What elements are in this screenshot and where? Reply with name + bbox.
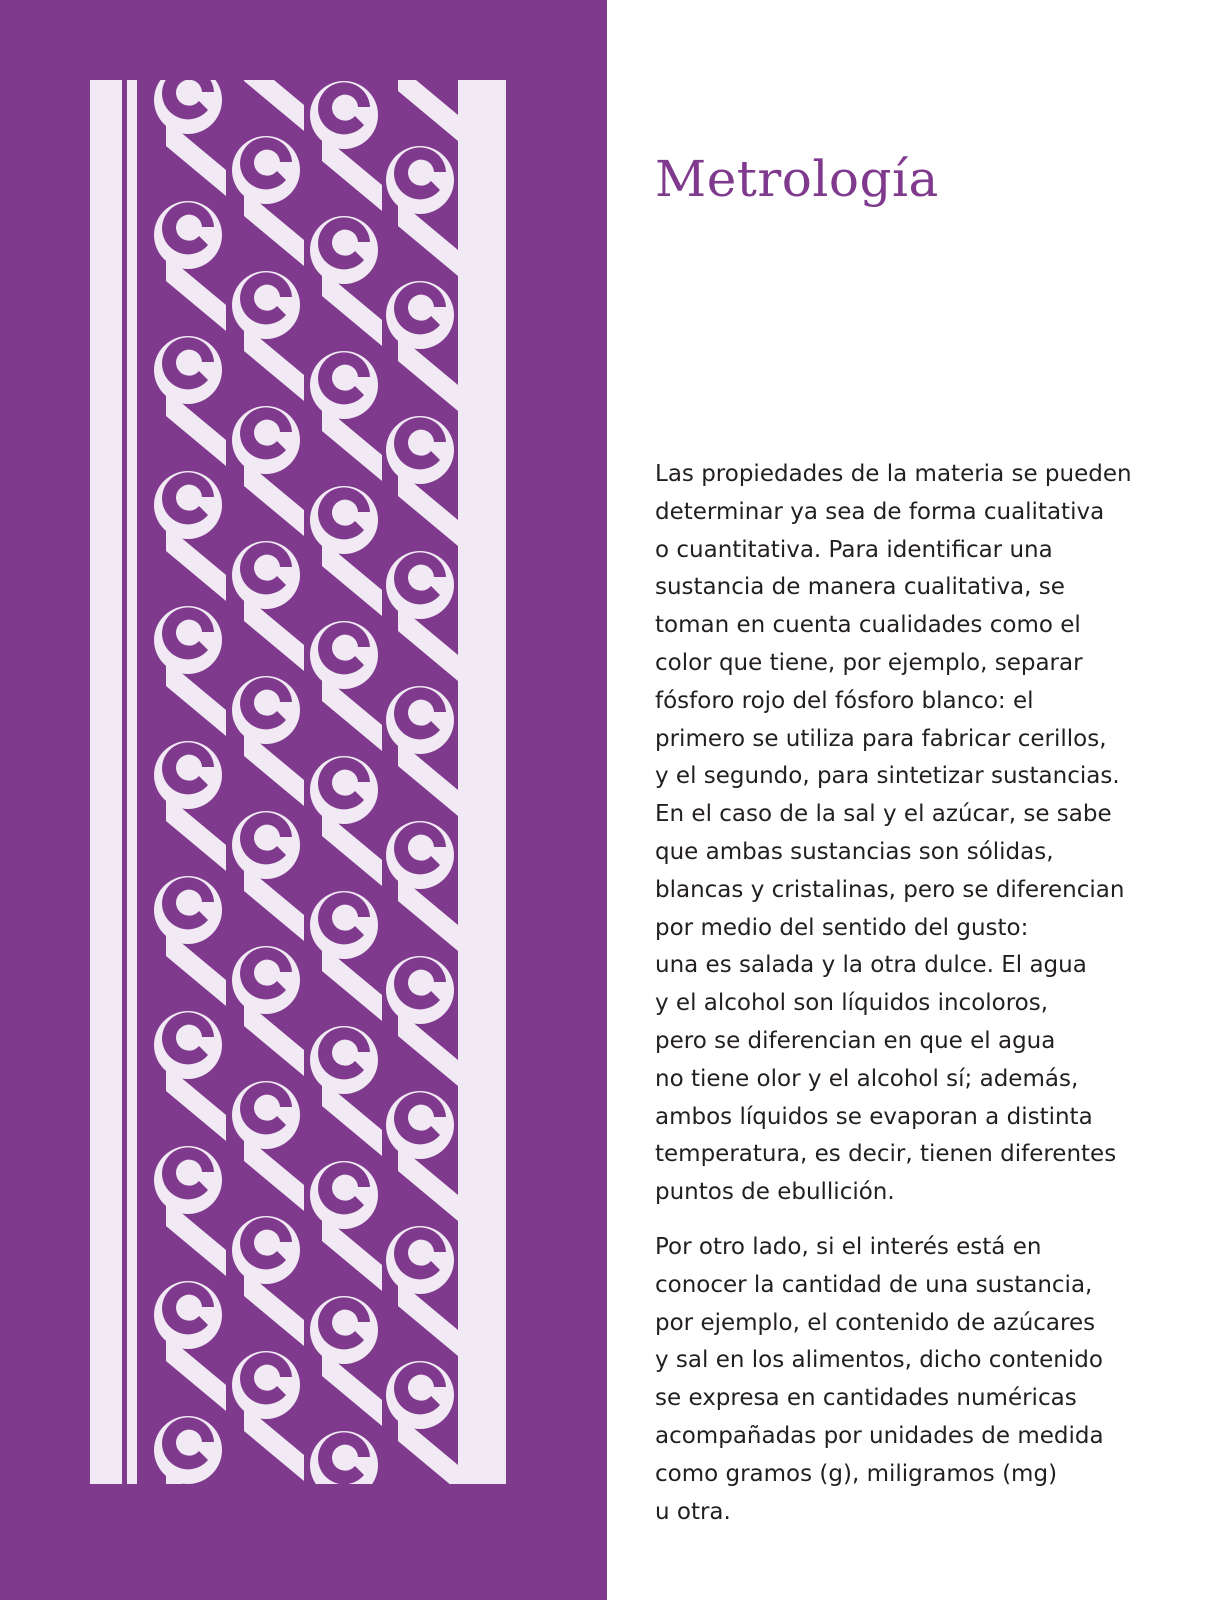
spiral-motif — [386, 281, 458, 411]
spiral-motif — [154, 1011, 226, 1141]
spiral-motif — [154, 1146, 226, 1276]
spiral-motif — [232, 136, 304, 266]
paragraph-2: Por otro lado, si el interés está en conocer la cantidad de una sustancia, por ejemplo, el contenido de azúcares y sal en los alimentos, dicho contenido se expresa en cantidades numéricas acompañadas por unidades de medida como gramos (g), miligramos (mg) u otra. — [655, 1233, 1104, 1525]
spiral-motif — [386, 686, 458, 816]
spiral-motif — [154, 66, 226, 196]
spiral-motif — [154, 606, 226, 736]
spiral-motif — [386, 1091, 458, 1221]
border-strip-thin — [127, 80, 137, 1484]
border-strip-right — [458, 80, 506, 1484]
spiral-motif — [310, 1161, 382, 1291]
spiral-motif — [154, 201, 226, 331]
border-strip-left — [90, 80, 122, 1484]
spiral-motif — [386, 11, 458, 141]
spiral-motif — [232, 1, 304, 131]
spiral-motif — [386, 416, 458, 546]
spiral-motif — [310, 351, 382, 481]
spiral-motif — [310, 621, 382, 751]
spiral-motif — [310, 891, 382, 1021]
spiral-motif — [232, 1216, 304, 1346]
spiral-motif — [386, 956, 458, 1086]
spiral-motif — [232, 676, 304, 806]
spiral-motif — [154, 1281, 226, 1411]
spiral-motif — [154, 741, 226, 871]
spiral-motif — [386, 146, 458, 276]
spiral-motif — [386, 1226, 458, 1356]
spiral-motif — [154, 471, 226, 601]
spiral-motif — [310, 0, 382, 76]
spiral-motif — [386, 1496, 458, 1600]
paragraph-1: Las propiedades de la materia se pueden determinar ya sea de forma cualitativa o cuantitativa. Para identificar una sustancia de manera cualitativa, se toman en cuenta cualidades como el color que tiene, por ejemplo, separar fósforo rojo del fósforo blanco: el primero se utiliza para fabricar cerillos, y el segundo, para sintetizar sustancias. En el caso de la sal y el azúcar, se sabe que ambas sustancias son sólidas, blancas y cristalinas, pero se diferencian por medio del sentido del gusto: una es salada y la otra dulce. El agua y el alcohol son líquidos incoloros, pero se diferencian en que el agua no tiene olor y el alcohol sí; además, ambos líquidos se evaporan a distinta temperatura, es decir, tienen diferentes puntos de ebullición. — [655, 461, 1132, 1206]
spiral-motif — [310, 1431, 382, 1561]
spiral-motif — [232, 271, 304, 401]
spiral-motif — [232, 1081, 304, 1211]
spiral-motif — [310, 1296, 382, 1426]
spiral-motif — [154, 1416, 226, 1546]
spiral-motif — [310, 216, 382, 346]
spiral-motif — [154, 0, 226, 61]
spiral-motif — [386, 551, 458, 681]
spiral-motif — [154, 336, 226, 466]
spiral-motif — [310, 81, 382, 211]
spiral-motif — [232, 946, 304, 1076]
spiral-motif — [310, 1026, 382, 1156]
spiral-motif — [232, 811, 304, 941]
spiral-motif — [310, 756, 382, 886]
body-text — [655, 456, 1180, 1531]
page-title: Metrología — [655, 150, 939, 208]
spiral-pattern — [154, 0, 458, 1600]
spiral-motif — [386, 821, 458, 951]
spiral-motif — [232, 1351, 304, 1481]
spiral-motif — [232, 541, 304, 671]
spiral-motif — [154, 876, 226, 1006]
spiral-motif — [310, 486, 382, 616]
spiral-motif — [386, 1361, 458, 1491]
spiral-motif — [232, 1486, 304, 1600]
spiral-motif — [232, 406, 304, 536]
